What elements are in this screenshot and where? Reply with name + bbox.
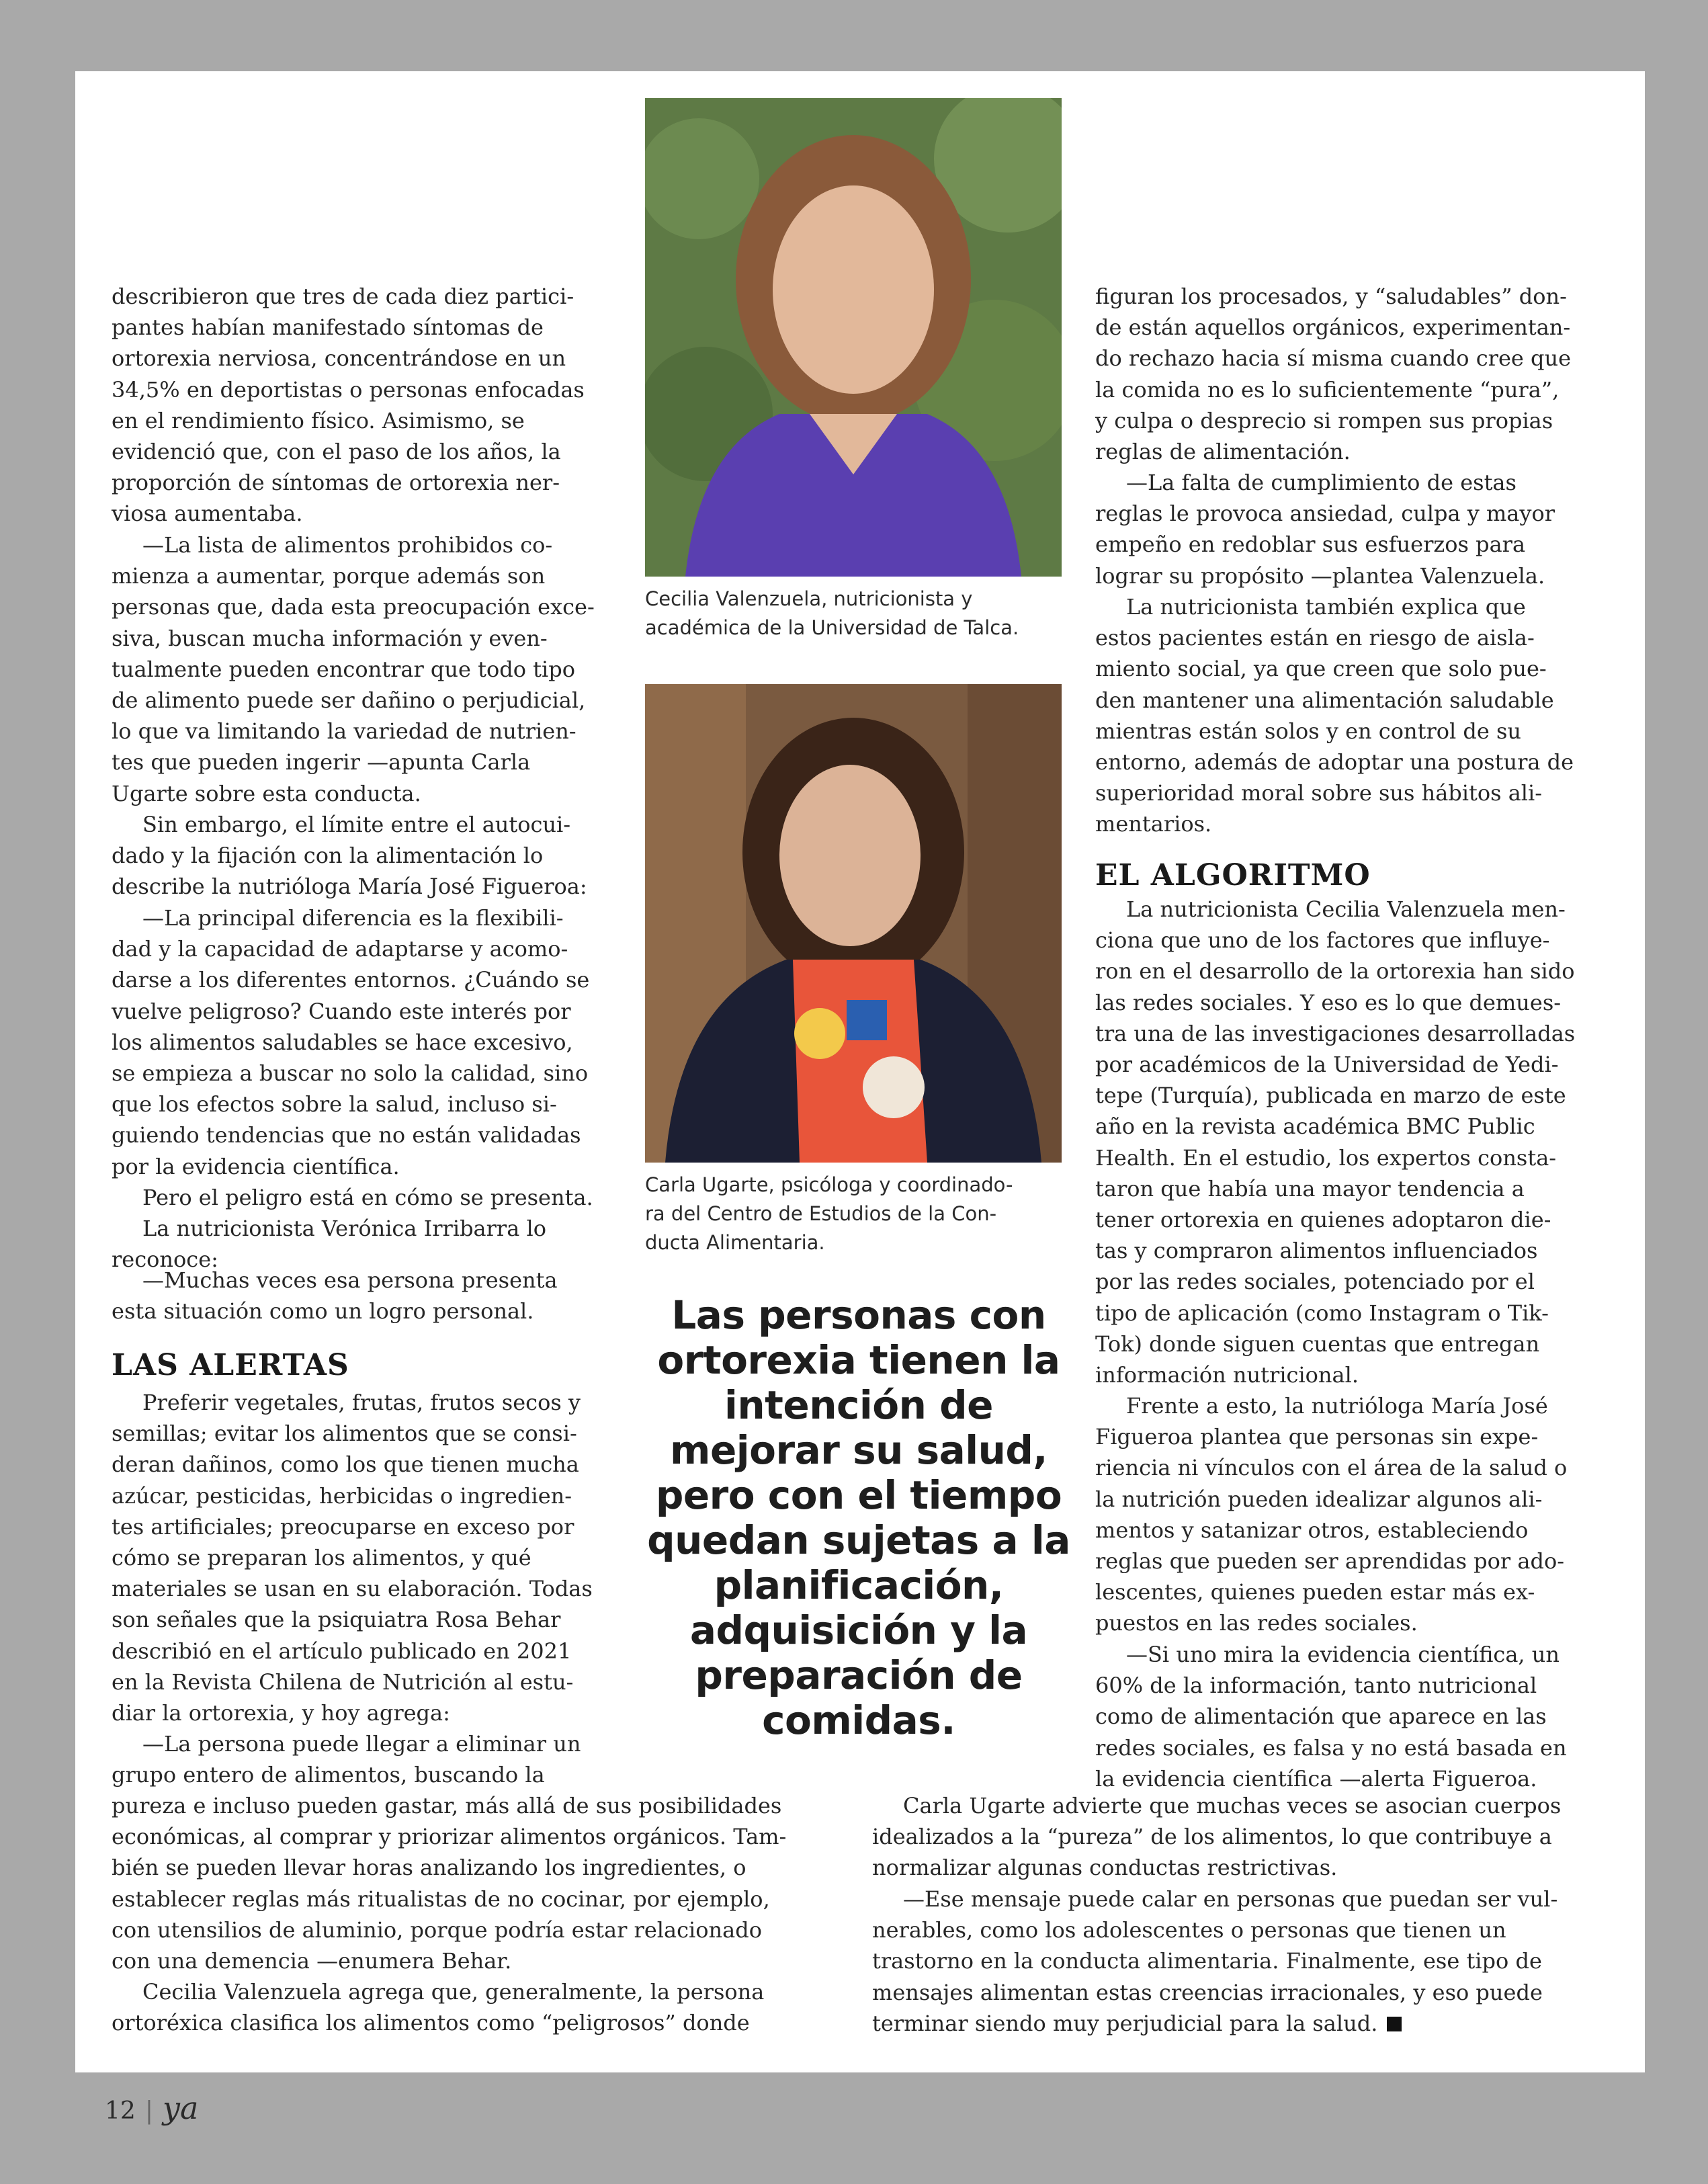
text-line: año en la revista académica BMC Public (1095, 1114, 1535, 1140)
text-line: información nutricional. (1095, 1362, 1359, 1388)
text-line: son señales que la psiquiatra Rosa Behar (112, 1607, 561, 1633)
text-line: —La principal diferencia es la flexibili- (142, 905, 564, 931)
text-line: deran dañinos, como los que tienen mucha (112, 1452, 579, 1478)
text-line: den mantener una alimentación saludable (1095, 687, 1554, 713)
text-line: Cecilia Valenzuela, nutricionista y (645, 587, 973, 610)
text-line: mentarios. (1095, 811, 1212, 837)
text-line: —La lista de alimentos prohibidos co- (142, 532, 553, 558)
text-line: describieron que tres de cada diez partici- (112, 284, 574, 309)
text-line: lescentes, quienes pueden estar más ex- (1095, 1579, 1535, 1605)
text-line: Health. En el estudio, los expertos consta- (1095, 1144, 1557, 1171)
text-line: de están aquellos orgánicos, experimentan- (1095, 314, 1571, 341)
portrait-image (645, 98, 1062, 577)
text-line: establecer reglas más ritualistas de no cocinar, por ejemplo, (112, 1886, 770, 1912)
bottom-right-paragraph-2 (872, 1884, 1584, 2039)
text-line: nerables, como los adolescentes o personas que tienen un (872, 1917, 1506, 1943)
text-line: Carla Ugarte advierte que muchas veces se asocian cuerpos (903, 1793, 1562, 1818)
text-line: Tok) donde siguen cuentas que entregan (1095, 1331, 1540, 1357)
text-line: pantes habían manifestado síntomas de (112, 314, 544, 341)
text-line: tes que pueden ingerir —apunta Carla (112, 749, 531, 775)
text-line: Ugarte sobre esta conducta. (112, 780, 421, 806)
photo-carla-ugarte (645, 684, 1062, 1163)
text-line: figuran los procesados, y “saludables” don- (1095, 284, 1567, 309)
text-line: tes artificiales; preocuparse en exceso por (112, 1513, 574, 1540)
text-line: bién se pueden llevar horas analizando los ingredientes, o (112, 1855, 746, 1881)
text-line: puestos en las redes sociales. (1095, 1610, 1418, 1636)
text-line: semillas; evitar los alimentos que se consi- (112, 1421, 577, 1447)
text-line: materiales se usan en su elaboración. Todas (112, 1576, 593, 1602)
text-line: La nutricionista también explica que (1126, 594, 1526, 620)
text-line: personas que, dada esta preocupación exce- (112, 594, 595, 620)
text-line: dado y la fijación con la alimentación lo (112, 843, 544, 869)
text-line: lograr su propósito —plantea Valenzuela. (1095, 562, 1545, 589)
caption-carla-ugarte (645, 1171, 1068, 1257)
right-col-paragraph-5 (1095, 1390, 1599, 1639)
text-line: mientras están solos y en control de su (1095, 718, 1522, 744)
text-line: Cecilia Valenzuela agrega que, generalmente, la persona (142, 1979, 765, 2005)
section-heading-las-alertas: LAS ALERTAS (112, 1348, 349, 1382)
text-line: describió en el artículo publicado en 2021 (112, 1638, 572, 1664)
text-line: azúcar, pesticidas, herbicidas o ingredien- (112, 1482, 572, 1509)
text-line: describe la nutrióloga María José Figueroa: (112, 874, 587, 900)
text-line: la nutrición pueden idealizar algunos ali- (1095, 1486, 1543, 1512)
text-line: Preferir vegetales, frutas, frutos secos y (142, 1390, 581, 1415)
right-col-paragraph-1 (1095, 281, 1599, 467)
text-line: los alimentos saludables se hace excesivo, (112, 1029, 573, 1055)
right-col-paragraph-3 (1095, 591, 1599, 840)
text-line: riencia ni vínculos con el área de la salud o (1095, 1455, 1568, 1481)
text-line: tipo de aplicación (como Instagram o Tik- (1095, 1300, 1549, 1326)
text-line: mejorar su salud, (670, 1427, 1048, 1473)
text-line: ortoréxica clasifica los alimentos como “peligrosos” donde (112, 2010, 750, 2036)
page-footer (105, 2090, 198, 2126)
text-line: las redes sociales. Y eso es lo que demues- (1095, 989, 1562, 1015)
text-line: por la evidencia científica. (112, 1153, 400, 1179)
text-line: que los efectos sobre la salud, incluso si- (112, 1091, 557, 1118)
text-line: terminar siendo muy perjudicial para la salud. (872, 2008, 1584, 2039)
text-line: en la Revista Chilena de Nutrición al estu- (112, 1669, 574, 1695)
text-line: dad y la capacidad de adaptarse y acomo- (112, 936, 568, 962)
text-line: con utensilios de aluminio, porque podría estar relacionado (112, 1917, 762, 1943)
text-line: tra una de las investigaciones desarrolladas (1095, 1020, 1576, 1046)
left-col-paragraph-2 (112, 530, 595, 809)
text-line: tener ortorexia en quienes adoptaron die- (1095, 1207, 1551, 1233)
text-line: La nutricionista Cecilia Valenzuela men- (1126, 896, 1566, 922)
left-col-paragraph-4 (112, 902, 595, 1182)
text-line: preparación de (695, 1652, 1023, 1698)
text-line: 60% de la información, tanto nutricional (1095, 1673, 1537, 1699)
text-line: académica de la Universidad de Talca. (645, 616, 1019, 639)
text-line: ra del Centro de Estudios de la Con- (645, 1202, 997, 1225)
section-heading-el-algoritmo: EL ALGORITMO (1095, 858, 1371, 892)
text-line: ducta Alimentaria. (645, 1231, 825, 1254)
pull-quote (644, 1293, 1074, 1743)
text-line: entorno, además de adoptar una postura de (1095, 749, 1574, 775)
text-line: mienza a aumentar, porque además son (112, 563, 546, 589)
text-line: siva, buscan mucha información y even- (112, 625, 548, 651)
text-line: ciona que uno de los factores que influye- (1095, 927, 1550, 954)
text-line: normalizar algunas conductas restrictivas. (872, 1855, 1338, 1881)
text-line: —Ese mensaje puede calar en personas que puedan ser vul- (903, 1886, 1558, 1912)
text-line: proporción de síntomas de ortorexia ner- (112, 470, 560, 496)
text-line: lo que va limitando la variedad de nutrien- (112, 718, 577, 745)
text-line: estos pacientes están en riesgo de aisla- (1095, 625, 1535, 651)
text-line: comidas. (762, 1697, 955, 1743)
bottom-right-paragraph-1 (872, 1790, 1584, 1884)
footer-separator: | (144, 2097, 153, 2125)
end-of-article-mark (1387, 2017, 1402, 2031)
text-line: Carla Ugarte, psicóloga y coordinado- (645, 1173, 1013, 1196)
text-line: guiendo tendencias que no están validadas (112, 1122, 581, 1148)
text-line: —La persona puede llegar a eliminar un (142, 1731, 581, 1757)
text-line: darse a los diferentes entornos. ¿Cuándo se (112, 967, 590, 993)
text-line: tas y compraron alimentos influenciados (1095, 1238, 1538, 1264)
text-line: idealizados a la “pureza” de los alimentos, lo que contribuye a (872, 1824, 1552, 1850)
text-line: reglas que pueden ser aprendidas por ado- (1095, 1548, 1565, 1574)
text-line: trastorno en la conducta alimentaria. Finalmente, ese tipo de (872, 1948, 1542, 1974)
text-line: se empieza a buscar no solo la calidad, sino (112, 1060, 589, 1087)
text-line: ron en el desarrollo de la ortorexia han sido (1095, 958, 1575, 984)
text-line: reglas de alimentación. (1095, 439, 1351, 465)
left-col-paragraph-8 (112, 1387, 595, 1728)
text-line: económicas, al comprar y priorizar alimentos orgánicos. Tam- (112, 1824, 787, 1850)
text-line: empeño en redoblar sus esfuerzos para (1095, 532, 1526, 558)
text-line: grupo entero de alimentos, buscando la (112, 1762, 545, 1788)
text-line: reglas le provoca ansiedad, culpa y mayor (1095, 501, 1555, 527)
text-line: por académicos de la Universidad de Yedi- (1095, 1052, 1559, 1078)
text-line: la comida no es lo suficientemente “pura”, (1095, 376, 1560, 403)
text-line: cómo se preparan los alimentos, y qué (112, 1545, 531, 1571)
portrait-image (645, 684, 1062, 1163)
left-col-paragraph-1 (112, 281, 595, 530)
text-line: por las redes sociales, potenciado por el (1095, 1269, 1535, 1295)
bottom-left-paragraph-2 (112, 1976, 826, 2038)
page-number: 12 (105, 2097, 136, 2125)
right-col-paragraph-6 (1095, 1639, 1599, 1794)
text-line: con una demencia —enumera Behar. (112, 1948, 512, 1974)
photo-cecilia-valenzuela (645, 98, 1062, 577)
left-col-paragraph-3 (112, 809, 595, 902)
left-col-paragraph-5 (112, 1182, 595, 1213)
text-line: —Si uno mira la evidencia científica, un (1126, 1642, 1560, 1667)
text-line: planificación, (714, 1562, 1004, 1608)
text-line: Frente a esto, la nutrióloga María José (1126, 1393, 1548, 1419)
text-line: taron que había una mayor tendencia a (1095, 1175, 1525, 1202)
text-line: intención de (724, 1382, 993, 1428)
right-col-paragraph-4 (1095, 894, 1599, 1390)
text-line: en el rendimiento físico. Asimismo, se (112, 407, 525, 433)
text-line: esta situación como un logro personal. (112, 1298, 534, 1325)
text-line: mensajes alimentan estas creencias irracionales, y eso puede (872, 1979, 1543, 2005)
text-line: y culpa o desprecio si rompen sus propias (1095, 407, 1553, 433)
text-line: pureza e incluso pueden gastar, más allá de sus posibilidades (112, 1793, 782, 1818)
text-line: do rechazo hacia sí misma cuando cree que (1095, 345, 1572, 372)
text-line: diar la ortorexia, y hoy agrega: (112, 1700, 450, 1726)
text-line: Figueroa plantea que personas sin expe- (1095, 1424, 1539, 1450)
left-col-paragraph-9 (112, 1728, 595, 1790)
text-line: evidenció que, con el paso de los años, la (112, 439, 561, 465)
text-line: ortorexia tienen la (657, 1337, 1060, 1383)
left-col-paragraph-7 (112, 1265, 595, 1327)
caption-cecilia-valenzuela (645, 585, 1068, 642)
text-line: viosa aumentaba. (112, 501, 303, 527)
text-line: La nutricionista Verónica Irribarra lo (142, 1216, 546, 1241)
bottom-left-paragraph-1 (112, 1790, 826, 1976)
text-line: pero con el tiempo (655, 1472, 1062, 1518)
text-line: vuelve peligroso? Cuando este interés por (112, 998, 571, 1024)
text-line: Pero el peligro está en cómo se presenta. (142, 1185, 593, 1210)
text-line: redes sociales, es falsa y no está basada en (1095, 1734, 1567, 1761)
text-line: Las personas con (671, 1292, 1046, 1338)
text-line: tepe (Turquía), publicada en marzo de este (1095, 1083, 1566, 1109)
text-line: miento social, ya que creen que solo pue- (1095, 656, 1547, 682)
text-line: 34,5% en deportistas o personas enfocadas (112, 376, 585, 403)
text-line: adquisición y la (689, 1607, 1028, 1653)
text-line: mentos y satanizar otros, estableciendo (1095, 1517, 1529, 1543)
text-line: la evidencia científica —alerta Figueroa. (1095, 1765, 1537, 1792)
text-line: superioridad moral sobre sus hábitos ali- (1095, 780, 1543, 806)
text-line: tualmente pueden encontrar que todo tipo (112, 656, 576, 682)
text-line: —Muchas veces esa persona presenta (142, 1267, 558, 1293)
text-line: reconoce: (112, 1247, 218, 1273)
text-line: de alimento puede ser dañino o perjudicial, (112, 687, 586, 714)
text-line: ortorexia nerviosa, concentrándose en un (112, 345, 566, 372)
text-line: quedan sujetas a la (647, 1517, 1070, 1563)
text-line: Sin embargo, el límite entre el autocui- (142, 812, 571, 837)
text-line: como de alimentación que aparece en las (1095, 1704, 1547, 1730)
brand-logo: ya (162, 2090, 199, 2126)
text-line: —La falta de cumplimiento de estas (1126, 470, 1517, 495)
right-col-paragraph-2 (1095, 467, 1599, 591)
